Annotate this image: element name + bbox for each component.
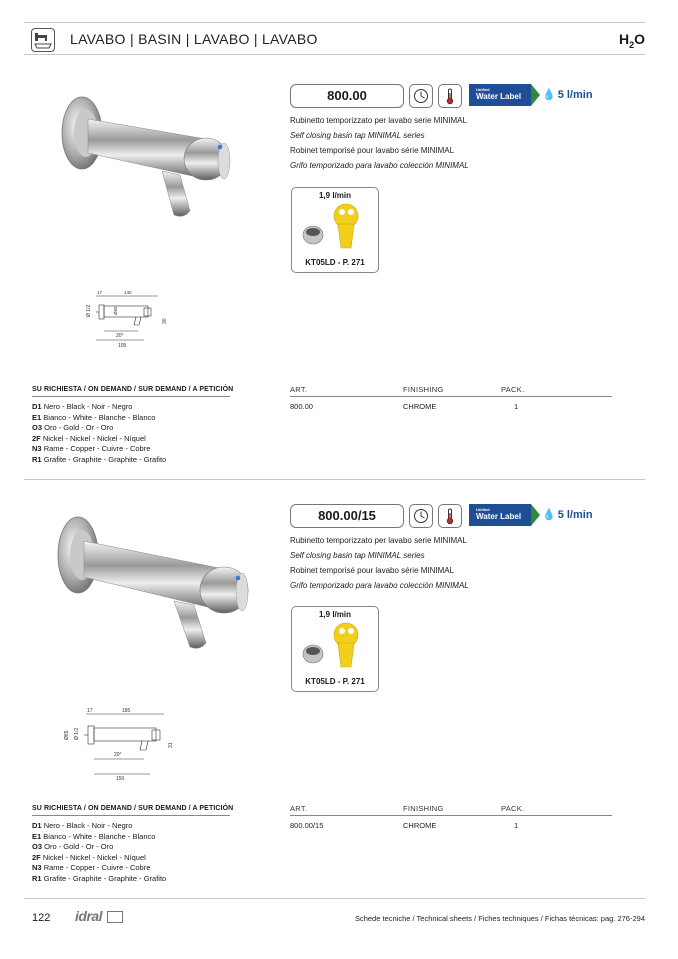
dim-d: Ø65 xyxy=(113,306,118,315)
dim-b: 140 xyxy=(124,290,132,295)
table-art: 800.00 xyxy=(290,402,313,411)
table-header-finishing: FINISHING xyxy=(403,804,444,813)
thermometer-icon xyxy=(438,84,462,108)
product-code-box: 800.00/15 xyxy=(290,504,404,528)
table-header-pack: PACK. xyxy=(501,385,525,394)
finish-item: N3 Rame - Copper - Cuivre - Cobre xyxy=(32,444,151,453)
water-label-badge: Unified Water Label xyxy=(469,84,531,106)
finish-item: 2F Nickel - Nickel - Nickel - Níquel xyxy=(32,433,146,443)
thermometer-icon xyxy=(438,504,462,528)
finish-item: R1 Grafite - Graphite - Graphite - Grafito xyxy=(32,454,167,464)
table-finishing: CHROME xyxy=(403,821,437,830)
finish-item: E1 Bianco - White - Blanche - Blanco xyxy=(32,831,156,841)
page-number: 122 xyxy=(32,912,51,924)
table-art: 800.00/15 xyxy=(290,821,324,830)
aerator-key-image xyxy=(298,621,372,671)
dim-a: 17 xyxy=(87,708,93,714)
logo-mark-icon xyxy=(107,911,123,923)
accessory-box xyxy=(291,187,379,273)
table-header-art: ART. xyxy=(290,385,308,394)
water-label-badge: Unified Water Label xyxy=(469,504,531,526)
table-rule xyxy=(290,815,612,816)
finish-item: D1 Nero - Black - Noir - Negro xyxy=(32,821,133,830)
finish-item: O3 Oro - Gold - Or - Oro xyxy=(32,423,114,432)
table-header-finishing: FINISHING xyxy=(403,385,444,394)
basin-tap-icon xyxy=(31,28,55,52)
dim-c: Ø 1/2 xyxy=(86,304,92,317)
timer-icon xyxy=(409,504,433,528)
water-label-flow: 💧 5 l/min xyxy=(542,89,593,101)
footer-rule xyxy=(24,898,645,899)
table-header-art: ART. xyxy=(290,804,308,813)
table-rule xyxy=(290,396,612,397)
dim-f: 20° xyxy=(116,333,124,339)
accessory-flow: 1,9 l/min xyxy=(318,610,351,619)
finish-item: O3 Oro - Gold - Or - Oro xyxy=(32,842,114,851)
product-descriptions: Rubinetto temporizzato per lavabo serie MINIMAL Self closing basin tap MINIMAL series Robinet temporisé pour lavabo série MINIMAL Grifo temporizado para lavabo colección MINIMAL xyxy=(290,116,469,170)
on-demand-rule xyxy=(32,815,230,816)
idral-logo: idral xyxy=(75,908,123,924)
header-bottom-rule xyxy=(24,54,645,55)
accessory-ref: KT05LD - P. 271 xyxy=(305,258,365,267)
product-descriptions: Rubinetto temporizzato per lavabo serie MINIMAL Self closing basin tap MINIMAL series Robinet temporisé pour lavabo série MINIMAL Grifo temporizado para lavabo colección MINIMAL xyxy=(290,536,469,590)
section-divider xyxy=(24,479,645,480)
footer-technical-sheets: Schede tecniche / Technical sheets / Fiches techniques / Fichas técnicas: pag. 276-294 xyxy=(354,914,645,923)
product-code-box: 800.00 xyxy=(290,84,404,108)
on-demand-title: SU RICHIESTA / ON DEMAND / SUR DEMAND / A PETICIÓN xyxy=(32,805,234,812)
accessory-flow: 1,9 l/min xyxy=(318,191,351,200)
on-demand-rule xyxy=(32,396,230,397)
dim-c: Ø 1/2 xyxy=(74,727,80,740)
header-top-rule xyxy=(24,22,645,23)
dim-f: 20° xyxy=(114,752,122,758)
table-header-pack: PACK. xyxy=(501,804,525,813)
finish-item: 2F Nickel - Nickel - Nickel - Níquel xyxy=(32,852,146,862)
page-title: LAVABO | BASIN | LAVABO | LAVABO xyxy=(70,31,318,47)
water-drop-icon: 💧 xyxy=(542,89,556,101)
finish-list-2 xyxy=(32,821,166,884)
dim-g: 105 xyxy=(118,343,127,349)
tap-image-800-00-15 xyxy=(52,513,252,653)
dim-e: 30 xyxy=(162,318,168,324)
dim-a: 17 xyxy=(97,290,103,295)
dim-e: 31 xyxy=(168,742,174,748)
tap-image-800-00 xyxy=(56,93,236,223)
table-pack: 1 xyxy=(514,402,519,411)
finish-item: D1 Nero - Black - Noir - Negro xyxy=(32,402,133,411)
technical-drawing-1 xyxy=(84,287,174,349)
water-drop-icon: 💧 xyxy=(542,509,556,521)
finish-item: R1 Grafite - Graphite - Graphite - Grafito xyxy=(32,873,167,883)
water-label-arrow xyxy=(531,84,540,106)
accessory-box xyxy=(291,606,379,692)
on-demand-title: SU RICHIESTA / ON DEMAND / SUR DEMAND / A PETICIÓN xyxy=(32,386,234,393)
accessory-ref: KT05LD - P. 271 xyxy=(305,677,365,686)
timer-icon xyxy=(409,84,433,108)
aerator-key-image xyxy=(298,202,372,252)
table-pack: 1 xyxy=(514,821,519,830)
dim-g: 150 xyxy=(116,776,125,782)
finish-list-1 xyxy=(32,402,166,465)
dim-b: 185 xyxy=(122,708,131,714)
water-label-flow: 💧 5 l/min xyxy=(542,509,593,521)
h2o-mark: $H_2O$ xyxy=(618,31,645,50)
technical-drawing-2 xyxy=(60,704,180,782)
finish-item: N3 Rame - Copper - Cuivre - Cobre xyxy=(32,863,151,872)
table-finishing: CHROME xyxy=(403,402,437,411)
finish-item: E1 Bianco - White - Blanche - Blanco xyxy=(32,412,156,422)
dim-d: Ø65 xyxy=(64,730,70,740)
water-label-arrow xyxy=(531,504,540,526)
